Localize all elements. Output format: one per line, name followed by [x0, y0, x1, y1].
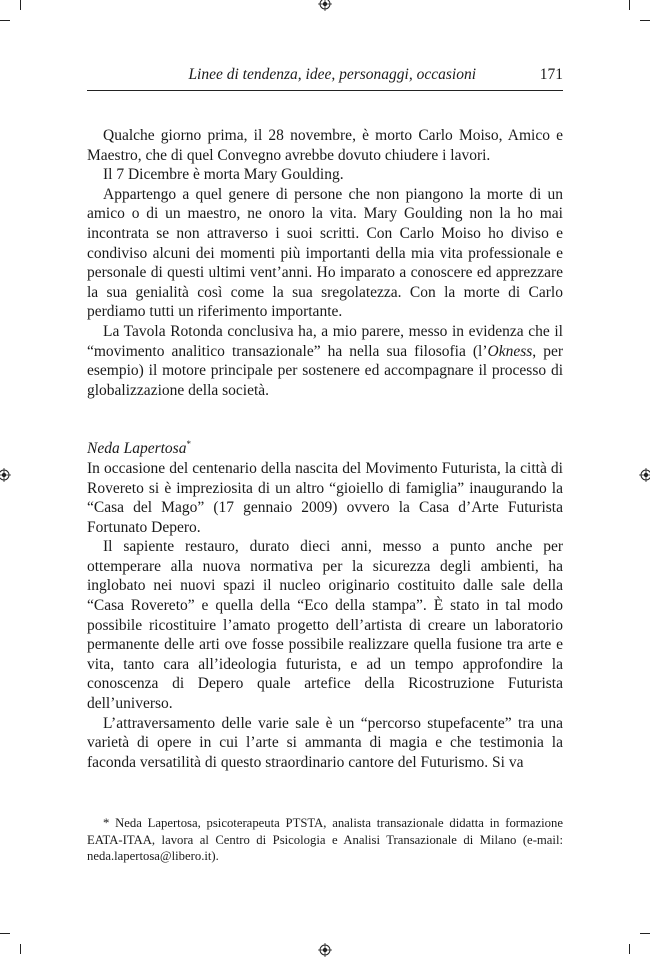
- body-text: [87, 126, 563, 772]
- registration-mark-icon: [318, 943, 332, 957]
- registration-mark-icon: [639, 468, 650, 482]
- crop-mark: [20, 0, 21, 10]
- crop-mark: [640, 20, 650, 21]
- registration-mark-icon: [318, 0, 332, 11]
- paragraph: In occasione del centenario della nascita del Movimento Futurista, la città di Rovereto si è impreziosita di un altro “gioiello di famiglia” inaugurando la “Casa del Mago” (17 gennaio 2009) ovvero la Casa d’Arte Futurista Fortunato Depero.: [87, 459, 563, 536]
- crop-mark: [629, 944, 630, 954]
- crop-mark: [20, 944, 21, 954]
- paragraph: L’attraversamento delle varie sale è un “percorso stupefacente” tra una varietà di opere in cui l’arte si ammanta di magia e che testimonia la faconda versatilità di questo straordinario cantore del Futurismo. Si va: [87, 714, 563, 771]
- paragraph: Qualche giorno prima, il 28 novembre, è morto Carlo Moiso, Amico e Maestro, che di quel Convegno avrebbe dovuto chiudere i lavori.: [87, 127, 563, 164]
- registration-mark-icon: [0, 468, 11, 482]
- footnote: * Neda Lapertosa, psicoterapeuta PTSTA, analista transazionale didatta in formazione EATA-ITAA, lavora al Centro di Psicologia e Analisi Transazionale di Milano (e-mail: neda.lapertosa@libero.it).: [87, 816, 563, 864]
- crop-mark: [0, 933, 10, 934]
- page-number: 171: [539, 66, 563, 83]
- paragraph-text: La Tavola Rotonda conclusiva ha, a mio parere, messo in evidenza che il “movimento analitico transazionale” ha nella sua filosofia (l’: [87, 322, 563, 360]
- paragraph-text: , per esempio) il motore principale per sostenere ed accompagnare il processo di globalizzazione della società.: [87, 342, 564, 399]
- paragraph: [87, 322, 563, 400]
- crop-mark: [640, 933, 650, 934]
- section-gap: [87, 400, 563, 439]
- running-title: Linee di tendenza, idee, personaggi, occasioni: [188, 66, 476, 83]
- crop-mark: [0, 20, 10, 21]
- italic-term: Okness: [487, 342, 533, 360]
- author-name-text: Neda Lapertosa: [87, 440, 187, 458]
- crop-mark: [629, 0, 630, 10]
- paragraph: Il 7 Dicembre è morta Mary Goulding.: [103, 166, 344, 184]
- footnote-marker: *: [186, 439, 191, 450]
- author-name: [87, 439, 563, 459]
- running-header: [87, 64, 563, 91]
- paragraph: Appartengo a quel genere di persone che non piangono la morte di un amico o di un maestro, ne onoro la vita. Mary Goulding non la ho mai incontrata se non attraverso i suoi scritti. Con Carlo Moiso ho diviso e condiviso alcuni dei momenti più importanti della mia vita professionale e personale di questi ultimi vent’anni. Ho imparato a conoscere ed apprezzare la sua genialità così come la sua sregolatezza. Con la morte di Carlo perdiamo tutti un riferimento importante.: [87, 185, 563, 321]
- paragraph: Il sapiente restauro, durato dieci anni, messo a punto anche per ottemperare alla nuova normativa per la sicurezza degli ambienti, ha inglobato nei nuovi spazi il nucleo originario costituito dalle sale della “Casa Rovereto” e quella della “Eco della stampa”. È stato in tal modo possibile ricostituire l’amato progetto dell’artista di creare un laboratorio permanente delle arti ove fosse possibile realizzare quella fusione tra arte e vita, tanto cara all’ideologia futurista, e ad un tempo approfondire la conoscenza di Depero quale artefice della Ricostruzione Futurista dell’universo.: [87, 538, 563, 713]
